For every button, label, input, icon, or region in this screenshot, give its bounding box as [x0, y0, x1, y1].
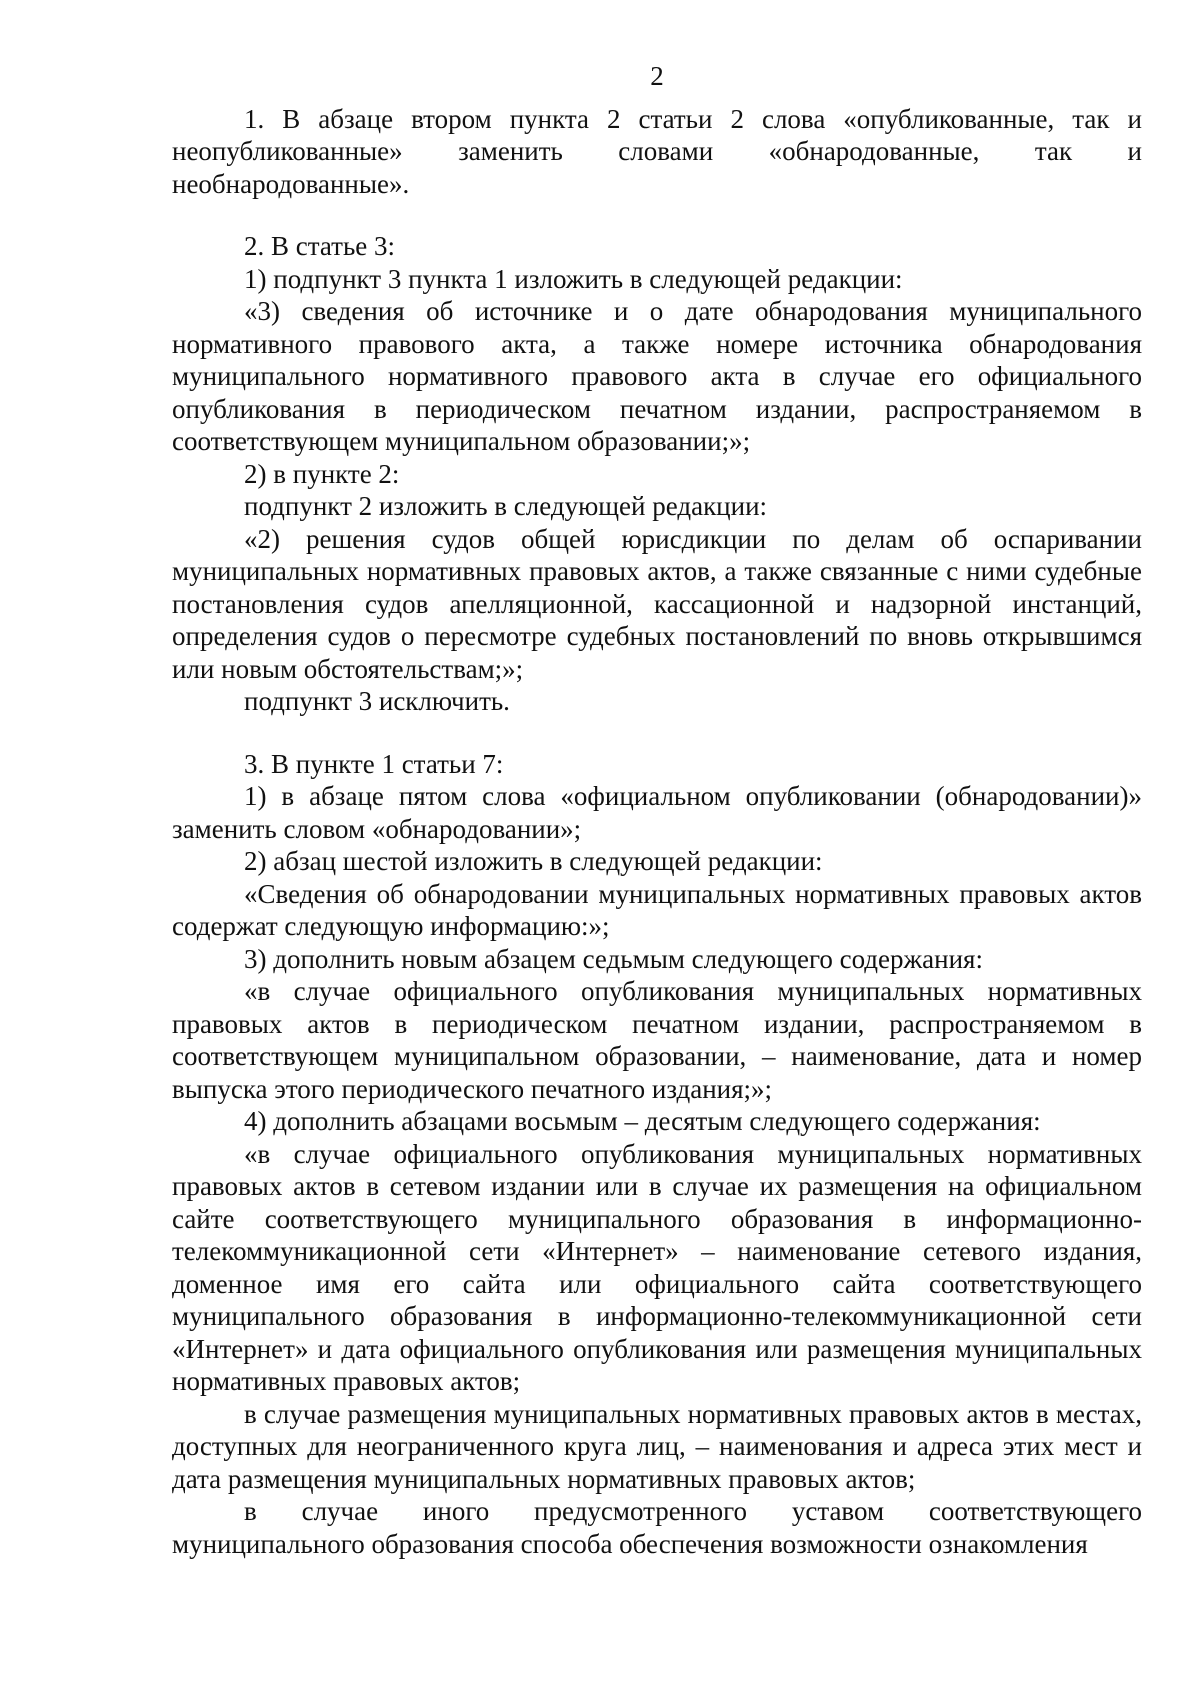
paragraph-gap — [172, 718, 1142, 748]
paragraph-article-7-item-4-text-3: в случае иного предусмотренного уставом соответствующего муниципального образования способа обеспечения возможности ознакомления — [172, 1496, 1142, 1559]
paragraph-article-7-item-4-text-1: «в случае официального опубликования муниципальных нормативных правовых актов в сетевом издании или в случае их размещения на официальном сайте соответствующего муниципального образования в информационно-телекоммуникационной сети «Интернет» – наименование сетевого издания, доменное имя его сайта или официального сайта соответствующего муниципального образования в информационно-телекоммуникационной сети «Интернет» и дата официального опубликования или размещения муниципальных нормативных правовых актов; — [172, 1138, 1142, 1396]
paragraph-article-7-item-3: 3) дополнить новым абзацем седьмым следующего содержания: — [244, 943, 983, 974]
paragraph-article-3-heading: 2. В статье 3: — [244, 231, 396, 261]
paragraph-1: 1. В абзаце втором пункта 2 статьи 2 слова «опубликованные, так и неопубликованные» заменить словами «обнародованные, так и необнародованные». — [172, 103, 1142, 199]
paragraph-article-7-heading: 3. В пункте 1 статьи 7: — [244, 748, 504, 779]
paragraph-article-7-item-3-text: «в случае официального опубликования муниципальных нормативных правовых актов в периодическом печатном издании, распространяемом в соответствующем муниципальном образовании, – наименование, дата и номер выпуска этого периодического печатного издания;»; — [172, 976, 1142, 1104]
page-number: 2 — [650, 61, 664, 91]
paragraph-article-7-item-1: 1) в абзаце пятом слова «официальном опубликовании (обнародовании)» заменить словом «обнародовании»; — [172, 781, 1142, 844]
paragraph-article-3-item-2-text: «2) решения судов общей юрисдикции по делам об оспаривании муниципальных нормативных правовых актов, а также связанные с ними судебные постановления судов апелляционной, кассационной и надзорной инстанций, определения судов о пересмотре судебных постановлений по вновь открывшимся или новым обстоятельствам;»; — [172, 523, 1142, 684]
paragraph-article-3-item-2-sub: подпункт 2 изложить в следующей редакции: — [244, 491, 768, 521]
paragraph-article-7-item-2-text: «Сведения об обнародовании муниципальных нормативных правовых актов содержат следующую информацию:»; — [172, 878, 1142, 941]
paragraph-article-3-item-2-exclude: подпункт 3 исключить. — [244, 686, 510, 716]
paragraph-gap — [172, 200, 1142, 230]
paragraph-article-7-item-4-text-2: в случае размещения муниципальных нормативных правовых актов в местах, доступных для неограниченного круга лиц, – наименования и адреса этих мест и дата размещения муниципальных нормативных правовых актов; — [172, 1398, 1142, 1494]
document-page — [172, 60, 1142, 1560]
paragraph-article-3-item-1-text: «3) сведения об источнике и о дате обнародования муниципального нормативного правового акта, а также номере источника обнародования муниципального нормативного правового акта в случае его официального опубликования в периодическом печатном издании, распространяемом в соответствующем муниципальном образовании;»; — [172, 296, 1142, 456]
paragraph-article-3-item-1: 1) подпункт 3 пункта 1 изложить в следующей редакции: — [244, 263, 903, 294]
paragraph-article-3-item-2: 2) в пункте 2: — [244, 458, 400, 489]
paragraph-article-7-item-2: 2) абзац шестой изложить в следующей редакции: — [244, 846, 823, 876]
paragraph-article-7-item-4: 4) дополнить абзацами восьмым – десятым следующего содержания: — [244, 1106, 1041, 1136]
